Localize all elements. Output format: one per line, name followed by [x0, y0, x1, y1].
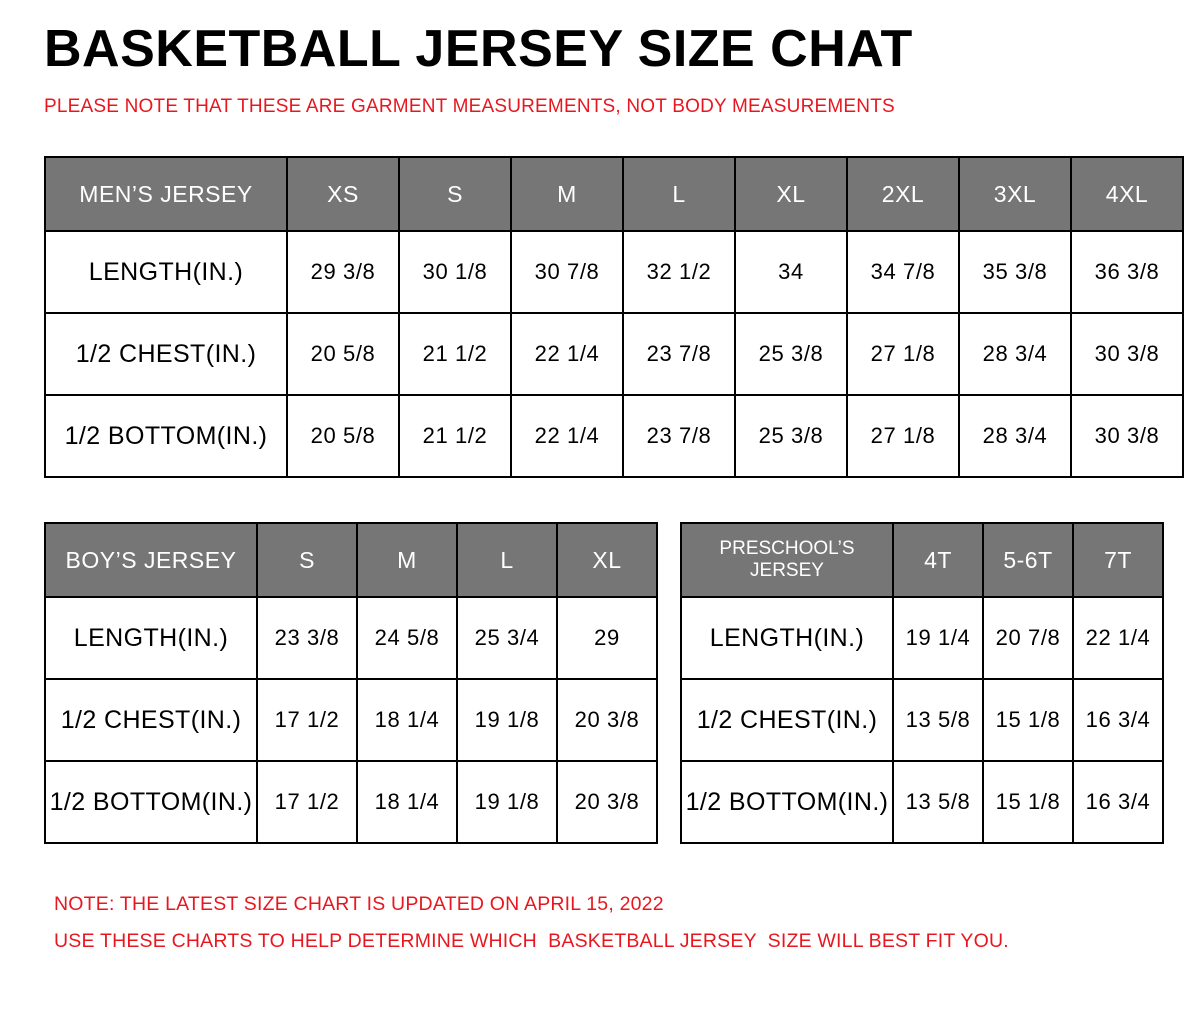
column-header: M: [357, 523, 457, 597]
cell-value: 16 3/4: [1073, 679, 1163, 761]
cell-value: 19 1/4: [893, 597, 983, 679]
row-label: 1/2 BOTTOM(IN.): [45, 761, 257, 843]
column-header: XS: [287, 157, 399, 231]
mens-jersey-table: [44, 156, 1184, 478]
page-title: BASKETBALL JERSEY SIZE CHAT: [44, 20, 913, 78]
column-header: 4XL: [1071, 157, 1183, 231]
table-row: [45, 597, 657, 679]
column-header: 3XL: [959, 157, 1071, 231]
table-row: [45, 231, 1183, 313]
cell-value: 30 3/8: [1071, 313, 1183, 395]
column-header: M: [511, 157, 623, 231]
preschool-header-label: PRESCHOOL’S JERSEY: [681, 523, 893, 597]
cell-value: 29: [557, 597, 657, 679]
table-row: [45, 395, 1183, 477]
cell-value: 24 5/8: [357, 597, 457, 679]
size-chart-page: [0, 22, 1200, 1029]
table-header-row: [45, 157, 1183, 231]
column-header: XL: [735, 157, 847, 231]
row-label: 1/2 BOTTOM(IN.): [45, 395, 287, 477]
cell-value: 23 3/8: [257, 597, 357, 679]
bottom-note-usage: USE THESE CHARTS TO HELP DETERMINE WHICH BASKETBALL JERSEY SIZE WILL BEST FIT YOU.: [54, 930, 1009, 953]
cell-value: 21 1/2: [399, 395, 511, 477]
column-header: S: [399, 157, 511, 231]
cell-value: 20 3/8: [557, 679, 657, 761]
cell-value: 19 1/8: [457, 679, 557, 761]
cell-value: 17 1/2: [257, 679, 357, 761]
cell-value: 32 1/2: [623, 231, 735, 313]
cell-value: 20 5/8: [287, 313, 399, 395]
cell-value: 18 1/4: [357, 679, 457, 761]
bottom-notes: [54, 886, 1176, 960]
column-header: 2XL: [847, 157, 959, 231]
row-label: 1/2 CHEST(IN.): [45, 313, 287, 395]
top-note: PLEASE NOTE THAT THESE ARE GARMENT MEASUREMENTS, NOT BODY MEASUREMENTS: [44, 95, 895, 117]
cell-value: 25 3/8: [735, 395, 847, 477]
table-row: [45, 761, 657, 843]
bottom-note-update: NOTE: THE LATEST SIZE CHART IS UPDATED ON APRIL 15, 2022: [54, 893, 664, 916]
column-header: L: [623, 157, 735, 231]
table-row: [681, 761, 1163, 843]
table-row: [681, 679, 1163, 761]
column-header: 4T: [893, 523, 983, 597]
cell-value: 20 3/8: [557, 761, 657, 843]
cell-value: 36 3/8: [1071, 231, 1183, 313]
cell-value: 30 3/8: [1071, 395, 1183, 477]
cell-value: 25 3/8: [735, 313, 847, 395]
table-header-row: [681, 523, 1163, 597]
cell-value: 29 3/8: [287, 231, 399, 313]
column-header: L: [457, 523, 557, 597]
cell-value: 34: [735, 231, 847, 313]
row-label: 1/2 CHEST(IN.): [681, 679, 893, 761]
boys-header-label: BOY’S JERSEY: [45, 523, 257, 597]
cell-value: 17 1/2: [257, 761, 357, 843]
table-row: [681, 597, 1163, 679]
cell-value: 23 7/8: [623, 395, 735, 477]
cell-value: 30 7/8: [511, 231, 623, 313]
cell-value: 15 1/8: [983, 679, 1073, 761]
table-row: [45, 679, 657, 761]
column-header: 5-6T: [983, 523, 1073, 597]
preschool-jersey-table: [680, 522, 1164, 844]
cell-value: 28 3/4: [959, 313, 1071, 395]
boys-jersey-table: [44, 522, 658, 844]
row-label: LENGTH(IN.): [45, 231, 287, 313]
cell-value: 27 1/8: [847, 395, 959, 477]
cell-value: 13 5/8: [893, 679, 983, 761]
cell-value: 15 1/8: [983, 761, 1073, 843]
cell-value: 21 1/2: [399, 313, 511, 395]
table-row: [45, 313, 1183, 395]
column-header: XL: [557, 523, 657, 597]
cell-value: 22 1/4: [511, 395, 623, 477]
row-label: LENGTH(IN.): [681, 597, 893, 679]
mens-header-label: MEN’S JERSEY: [45, 157, 287, 231]
row-label: 1/2 BOTTOM(IN.): [681, 761, 893, 843]
row-label: 1/2 CHEST(IN.): [45, 679, 257, 761]
cell-value: 30 1/8: [399, 231, 511, 313]
cell-value: 35 3/8: [959, 231, 1071, 313]
column-header: 7T: [1073, 523, 1163, 597]
cell-value: 28 3/4: [959, 395, 1071, 477]
cell-value: 13 5/8: [893, 761, 983, 843]
cell-value: 20 5/8: [287, 395, 399, 477]
cell-value: 18 1/4: [357, 761, 457, 843]
row-label: LENGTH(IN.): [45, 597, 257, 679]
cell-value: 22 1/4: [1073, 597, 1163, 679]
cell-value: 20 7/8: [983, 597, 1073, 679]
column-header: S: [257, 523, 357, 597]
cell-value: 22 1/4: [511, 313, 623, 395]
cell-value: 19 1/8: [457, 761, 557, 843]
cell-value: 23 7/8: [623, 313, 735, 395]
cell-value: 27 1/8: [847, 313, 959, 395]
cell-value: 16 3/4: [1073, 761, 1163, 843]
cell-value: 34 7/8: [847, 231, 959, 313]
lower-tables-row: [44, 522, 1176, 844]
table-header-row: [45, 523, 657, 597]
cell-value: 25 3/4: [457, 597, 557, 679]
